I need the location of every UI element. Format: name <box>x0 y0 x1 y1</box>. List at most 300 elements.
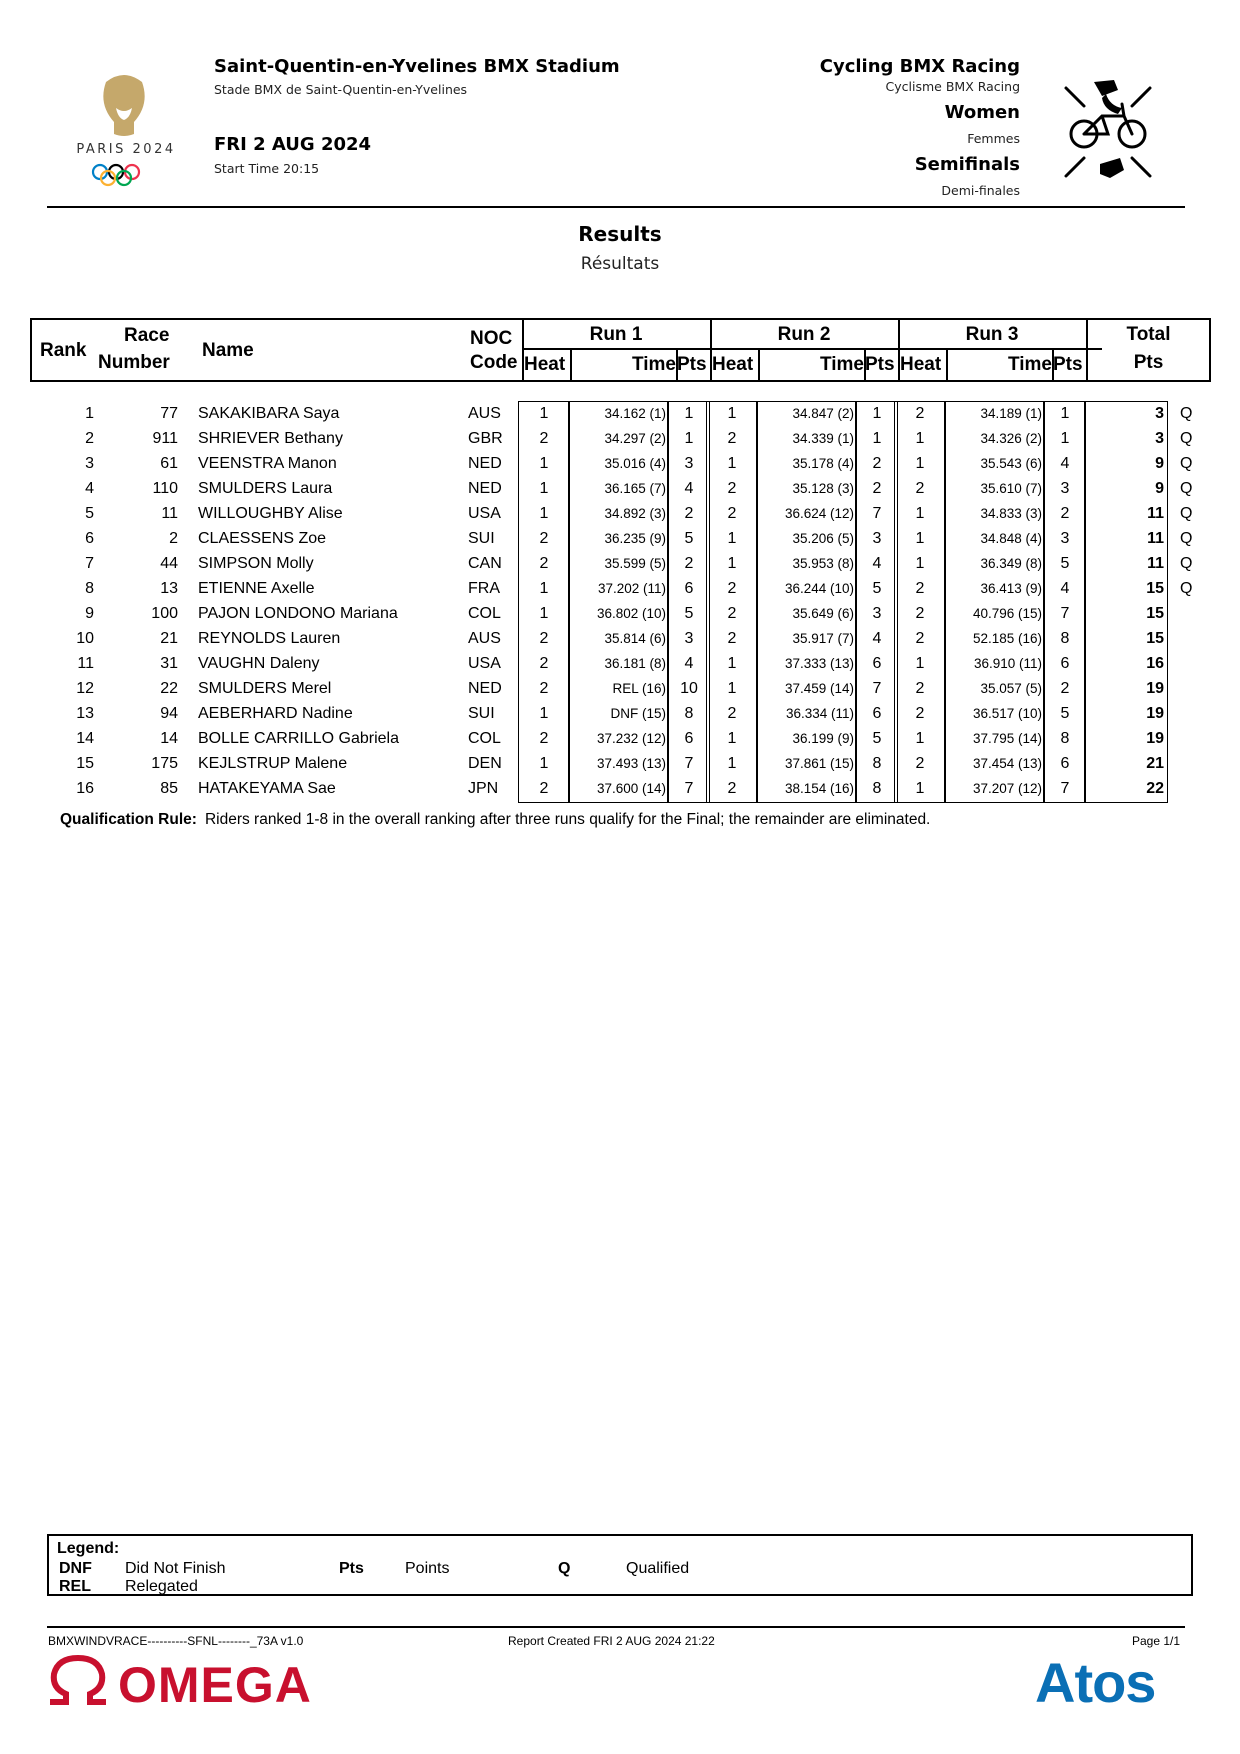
cell-p1: 2 <box>684 505 694 522</box>
cell-h2: 1 <box>727 755 737 772</box>
cell-h1: 1 <box>539 605 549 622</box>
cell-h3: 1 <box>915 505 925 522</box>
cell-p1: 2 <box>684 555 694 572</box>
cell-h2: 2 <box>727 605 737 622</box>
cell-h2: 2 <box>727 480 737 497</box>
cell-noc: CAN <box>468 555 502 572</box>
cell-noc: COL <box>468 605 501 622</box>
cell-p3: 8 <box>1060 630 1070 647</box>
divider <box>522 348 1102 350</box>
cell-name: SMULDERS Merel <box>198 680 332 697</box>
cell-h3: 2 <box>915 705 925 722</box>
cell-noc: JPN <box>468 780 499 797</box>
cell-total: 15 <box>1146 605 1164 622</box>
cell-t3: 40.796 (15) <box>972 606 1042 621</box>
cell-h2: 1 <box>727 680 737 697</box>
col-run3-pts: Pts <box>1053 354 1083 375</box>
cell-rank: 16 <box>76 780 94 797</box>
cell-name: BOLLE CARRILLO Gabriela <box>198 730 399 747</box>
cell-total: 15 <box>1146 630 1164 647</box>
sport-name: Cycling BMX Racing <box>819 56 1020 77</box>
cell-t2: 37.333 (13) <box>784 656 854 671</box>
cell-h3: 1 <box>915 530 925 547</box>
cell-num: 77 <box>160 405 178 422</box>
venue-name-fr: Stade BMX de Saint-Quentin-en-Yvelines <box>214 82 468 97</box>
col-noc: NOC <box>470 328 513 349</box>
cell-q <box>1180 651 1200 676</box>
cell-t2: 35.953 (8) <box>792 556 854 571</box>
cell-h1: 2 <box>539 630 549 647</box>
table-row <box>0 601 1240 626</box>
cell-t3: 36.910 (11) <box>973 656 1042 671</box>
gender: Women <box>944 102 1020 123</box>
cell-h3: 2 <box>915 405 925 422</box>
document-code: BMXWINDVRACE----------SFNL--------_73A v1.0 <box>48 1634 304 1648</box>
cell-t1: 36.802 (10) <box>596 606 666 621</box>
cell-h1: 2 <box>539 780 549 797</box>
cell-p1: 3 <box>684 455 694 472</box>
col-run2-pts: Pts <box>865 354 895 375</box>
cell-h2: 1 <box>727 405 737 422</box>
cell-p1: 5 <box>684 530 694 547</box>
cell-num: 13 <box>160 580 178 597</box>
table-row <box>0 726 1240 751</box>
bmx-racing-pictogram-icon <box>1062 78 1154 186</box>
paris-2024-logo <box>70 72 178 190</box>
cell-num: 911 <box>152 430 178 447</box>
cell-h2: 2 <box>727 705 737 722</box>
cell-num: 100 <box>151 605 178 622</box>
table-row <box>0 626 1240 651</box>
table-row <box>0 401 1240 426</box>
cell-p3: 4 <box>1060 455 1070 472</box>
cell-h2: 2 <box>727 630 737 647</box>
cell-num: 2 <box>169 530 178 547</box>
cell-t2: 34.847 (2) <box>792 406 854 421</box>
cell-rank: 14 <box>76 730 94 747</box>
col-name: Name <box>202 340 254 361</box>
cell-h3: 2 <box>915 680 925 697</box>
cell-total: 21 <box>1146 755 1164 772</box>
cell-t1: 34.162 (1) <box>604 406 666 421</box>
cell-p1: 7 <box>684 755 694 772</box>
cell-h1: 2 <box>539 655 549 672</box>
cell-t2: 35.178 (4) <box>792 456 854 471</box>
cell-num: 14 <box>160 730 178 747</box>
cell-h2: 1 <box>727 555 737 572</box>
qualification-rule <box>60 811 930 829</box>
cell-p3: 3 <box>1060 530 1070 547</box>
cell-name: PAJON LONDONO Mariana <box>198 605 398 622</box>
cell-q: Q <box>1180 580 1193 597</box>
cell-h1: 1 <box>539 505 549 522</box>
cell-q <box>1180 701 1200 726</box>
cell-total: 11 <box>1147 505 1164 522</box>
col-run3-time: Time <box>1007 354 1052 375</box>
cell-t2: 35.917 (7) <box>792 631 854 646</box>
omega-symbol-icon <box>46 1654 110 1711</box>
cell-num: 61 <box>160 455 178 472</box>
cell-p2: 2 <box>872 455 882 472</box>
cell-t2: 35.206 (5) <box>792 531 854 546</box>
cell-total: 16 <box>1146 655 1164 672</box>
cell-t3: 34.189 (1) <box>980 406 1042 421</box>
cell-p1: 4 <box>684 655 694 672</box>
title-en: Results <box>578 222 662 246</box>
legend-q-text: Qualified <box>626 1560 690 1577</box>
cell-q <box>1180 751 1200 776</box>
cell-p1: 6 <box>684 580 694 597</box>
cell-h1: 2 <box>539 555 549 572</box>
cell-noc: NED <box>468 480 502 497</box>
cell-p2: 5 <box>872 730 882 747</box>
cell-noc: NED <box>468 680 502 697</box>
start-time: Start Time 20:15 <box>214 161 320 176</box>
cell-h1: 1 <box>539 405 549 422</box>
col-total: Total <box>1126 324 1171 345</box>
cell-h1: 1 <box>539 580 549 597</box>
cell-total: 15 <box>1146 580 1164 597</box>
col-run2: Run 2 <box>777 324 831 345</box>
cell-t1: 36.235 (9) <box>604 531 666 546</box>
col-run2-heat: Heat <box>712 354 754 375</box>
cell-p3: 3 <box>1060 480 1070 497</box>
cell-t3: 52.185 (16) <box>972 631 1042 646</box>
cell-t1: 37.493 (13) <box>596 756 666 771</box>
col-run2-time: Time <box>819 354 864 375</box>
cell-p3: 5 <box>1060 705 1070 722</box>
table-row <box>0 526 1240 551</box>
cell-p3: 4 <box>1060 580 1070 597</box>
cell-h2: 2 <box>727 505 737 522</box>
cell-t1: 34.297 (2) <box>604 431 666 446</box>
cell-p1: 7 <box>684 780 694 797</box>
cell-noc: NED <box>468 455 502 472</box>
cell-p3: 1 <box>1060 405 1070 422</box>
cell-t2: 35.128 (3) <box>792 481 854 496</box>
table-row <box>0 426 1240 451</box>
cell-t3: 34.326 (2) <box>980 431 1042 446</box>
cell-p3: 7 <box>1060 605 1070 622</box>
cell-t3: 37.207 (12) <box>972 781 1042 796</box>
cell-p3: 8 <box>1060 730 1070 747</box>
cell-h1: 1 <box>539 455 549 472</box>
results-table-header <box>30 318 1211 382</box>
cell-name: VAUGHN Daleny <box>198 655 320 672</box>
paris-2024-wordmark: PARIS 2024 <box>76 142 176 157</box>
cell-p1: 8 <box>684 705 694 722</box>
cell-t2: 36.624 (12) <box>784 506 854 521</box>
col-total-pts: Pts <box>1133 352 1164 373</box>
cell-p2: 7 <box>872 680 882 697</box>
cell-h2: 1 <box>727 530 737 547</box>
cell-num: 22 <box>160 680 178 697</box>
cell-h3: 2 <box>915 755 925 772</box>
cell-h3: 2 <box>915 580 925 597</box>
table-row <box>0 551 1240 576</box>
cell-rank: 12 <box>76 680 94 697</box>
cell-q: Q <box>1180 430 1193 447</box>
cell-t2: 36.199 (9) <box>792 731 854 746</box>
cell-name: REYNOLDS Lauren <box>198 630 341 647</box>
cell-rank: 2 <box>85 430 94 447</box>
table-row <box>0 751 1240 776</box>
cell-p2: 2 <box>872 480 882 497</box>
cell-rank: 6 <box>85 530 94 547</box>
cell-total: 9 <box>1155 455 1164 472</box>
cell-name: VEENSTRA Manon <box>198 455 337 472</box>
cell-p3: 2 <box>1060 505 1070 522</box>
paris-flame-emblem <box>70 72 178 190</box>
cell-t2: 38.154 (16) <box>784 781 854 796</box>
cell-rank: 5 <box>85 505 94 522</box>
cell-h2: 1 <box>727 455 737 472</box>
cell-h1: 1 <box>539 755 549 772</box>
cell-p2: 5 <box>872 580 882 597</box>
cell-rank: 15 <box>76 755 94 772</box>
cell-noc: USA <box>468 505 501 522</box>
cell-h1: 2 <box>539 680 549 697</box>
col-rank: Rank <box>40 340 87 361</box>
cell-t1: REL (16) <box>612 681 666 696</box>
atos-logo: Atos <box>1035 1651 1156 1714</box>
event-date: FRI 2 AUG 2024 <box>214 134 372 155</box>
cell-q: Q <box>1180 455 1193 472</box>
qualification-rule-text: Riders ranked 1-8 in the overall ranking after three runs qualify for the Final; the remainder are eliminated. <box>204 811 931 828</box>
cell-p2: 4 <box>872 555 882 572</box>
cell-h3: 1 <box>915 655 925 672</box>
cell-p1: 5 <box>684 605 694 622</box>
cell-noc: AUS <box>468 630 501 647</box>
cell-h2: 2 <box>727 780 737 797</box>
legend-rel-code: REL <box>59 1578 91 1595</box>
cell-t2: 37.861 (15) <box>784 756 854 771</box>
cell-total: 22 <box>1146 780 1164 797</box>
cell-h3: 1 <box>915 430 925 447</box>
table-row <box>0 776 1240 801</box>
cell-t3: 35.610 (7) <box>980 481 1042 496</box>
report-created: Report Created FRI 2 AUG 2024 21:22 <box>508 1634 715 1648</box>
cell-q <box>1180 626 1200 651</box>
cell-noc: SUI <box>468 530 495 547</box>
cell-p1: 3 <box>684 630 694 647</box>
cell-num: 21 <box>160 630 178 647</box>
cell-num: 44 <box>160 555 178 572</box>
cell-p2: 8 <box>872 755 882 772</box>
cell-p3: 5 <box>1060 555 1070 572</box>
header-divider <box>47 206 1185 208</box>
cell-p2: 8 <box>872 780 882 797</box>
cell-t3: 36.349 (8) <box>980 556 1042 571</box>
cell-t1: 35.814 (6) <box>604 631 666 646</box>
col-number: Number <box>98 352 170 373</box>
cell-t3: 34.848 (4) <box>980 531 1042 546</box>
cell-num: 175 <box>151 755 178 772</box>
cell-t1: 37.202 (11) <box>597 581 666 596</box>
cell-p3: 2 <box>1060 680 1070 697</box>
cell-p3: 6 <box>1060 755 1070 772</box>
col-run1: Run 1 <box>589 324 643 345</box>
cell-total: 3 <box>1155 405 1164 422</box>
cell-p2: 1 <box>872 405 882 422</box>
cell-p1: 1 <box>684 405 694 422</box>
cell-p2: 4 <box>872 630 882 647</box>
cell-noc: USA <box>468 655 501 672</box>
table-row <box>0 676 1240 701</box>
cell-rank: 10 <box>76 630 94 647</box>
cell-q <box>1180 601 1200 626</box>
table-row <box>0 451 1240 476</box>
cell-num: 85 <box>160 780 178 797</box>
cell-total: 11 <box>1147 530 1164 547</box>
cell-t3: 37.795 (14) <box>972 731 1042 746</box>
phase-fr: Demi-finales <box>941 183 1020 198</box>
cell-t2: 36.334 (11) <box>785 706 854 721</box>
cell-p1: 6 <box>684 730 694 747</box>
gender-fr: Femmes <box>967 131 1020 146</box>
cell-noc: FRA <box>468 580 500 597</box>
cell-h1: 2 <box>539 730 549 747</box>
cell-noc: DEN <box>468 755 502 772</box>
cell-h3: 1 <box>915 555 925 572</box>
cell-t1: 37.600 (14) <box>596 781 666 796</box>
cell-h1: 2 <box>539 530 549 547</box>
qualification-rule-label: Qualification Rule: <box>60 811 197 828</box>
col-run1-heat: Heat <box>524 354 566 375</box>
cell-t2: 37.459 (14) <box>784 681 854 696</box>
cell-h3: 1 <box>915 455 925 472</box>
cell-h2: 1 <box>727 655 737 672</box>
cell-t1: 36.181 (8) <box>604 656 666 671</box>
cell-name: SIMPSON Molly <box>198 555 314 572</box>
cell-name: KEJLSTRUP Malene <box>198 755 348 772</box>
venue-name: Saint-Quentin-en-Yvelines BMX Stadium <box>214 56 620 77</box>
legend-dnf-code: DNF <box>59 1560 92 1577</box>
cell-rank: 9 <box>85 605 94 622</box>
table-row <box>0 501 1240 526</box>
cell-t2: 35.649 (6) <box>792 606 854 621</box>
cell-p3: 6 <box>1060 655 1070 672</box>
cell-rank: 1 <box>85 405 94 422</box>
cell-p2: 1 <box>872 430 882 447</box>
legend-pts-text: Points <box>405 1560 450 1577</box>
omega-wordmark: OMEGA <box>118 1657 312 1713</box>
cell-t1: 37.232 (12) <box>596 731 666 746</box>
cell-total: 11 <box>1147 555 1164 572</box>
cell-h3: 2 <box>915 630 925 647</box>
cell-h1: 1 <box>539 705 549 722</box>
cell-t3: 34.833 (3) <box>980 506 1042 521</box>
cell-t1: DNF (15) <box>610 706 666 721</box>
cell-p2: 6 <box>872 705 882 722</box>
col-run3: Run 3 <box>965 324 1019 345</box>
cell-t1: 34.892 (3) <box>604 506 666 521</box>
cell-t3: 35.057 (5) <box>980 681 1042 696</box>
legend-pts-code: Pts <box>339 1560 364 1577</box>
legend-title: Legend: <box>57 1540 120 1557</box>
cell-rank: 13 <box>76 705 94 722</box>
cell-q <box>1180 676 1200 701</box>
cell-p2: 3 <box>872 530 882 547</box>
cell-rank: 8 <box>85 580 94 597</box>
cell-rank: 11 <box>77 655 94 672</box>
cell-noc: COL <box>468 730 501 747</box>
cell-t3: 37.454 (13) <box>972 756 1042 771</box>
event-block <box>820 56 1020 200</box>
phase: Semifinals <box>914 154 1020 175</box>
cell-p2: 6 <box>872 655 882 672</box>
col-run1-pts: Pts <box>677 354 707 375</box>
col-code: Code <box>470 352 518 373</box>
col-race: Race <box>124 325 170 346</box>
cell-p3: 1 <box>1060 430 1070 447</box>
legend-q-code: Q <box>558 1560 571 1577</box>
cell-total: 19 <box>1146 705 1164 722</box>
col-run1-time: Time <box>631 354 676 375</box>
cell-name: CLAESSENS Zoe <box>198 530 327 547</box>
cell-t3: 36.413 (9) <box>980 581 1042 596</box>
cell-h3: 2 <box>915 605 925 622</box>
cell-q: Q <box>1180 405 1193 422</box>
title-fr: Résultats <box>580 254 660 274</box>
cell-h3: 1 <box>915 780 925 797</box>
cell-rank: 4 <box>85 480 94 497</box>
legend-rel-text: Relegated <box>125 1578 198 1595</box>
cell-h1: 2 <box>539 430 549 447</box>
cell-num: 110 <box>152 480 178 497</box>
cell-total: 9 <box>1155 480 1164 497</box>
cell-name: WILLOUGHBY Alise <box>198 505 343 522</box>
venue-block <box>214 56 620 176</box>
cell-h2: 1 <box>727 730 737 747</box>
cell-total: 19 <box>1146 730 1164 747</box>
cell-num: 11 <box>161 505 178 522</box>
cell-p1: 4 <box>684 480 694 497</box>
cell-name: AEBERHARD Nadine <box>198 705 353 722</box>
cell-name: SMULDERS Laura <box>198 480 333 497</box>
cell-t3: 36.517 (10) <box>972 706 1042 721</box>
cell-t1: 36.165 (7) <box>604 481 666 496</box>
cell-total: 19 <box>1146 680 1164 697</box>
cell-t3: 35.543 (6) <box>980 456 1042 471</box>
cell-q <box>1180 776 1200 801</box>
table-row <box>0 476 1240 501</box>
cell-h2: 2 <box>727 430 737 447</box>
cell-rank: 3 <box>85 455 94 472</box>
legend <box>47 1534 1193 1596</box>
table-row <box>0 651 1240 676</box>
cell-rank: 7 <box>85 555 94 572</box>
cell-p3: 7 <box>1060 780 1070 797</box>
cell-h2: 2 <box>727 580 737 597</box>
cell-noc: GBR <box>468 430 503 447</box>
cell-num: 94 <box>160 705 178 722</box>
cell-p2: 3 <box>872 605 882 622</box>
cell-name: SHRIEVER Bethany <box>198 430 343 447</box>
cell-q: Q <box>1180 555 1193 572</box>
col-run3-heat: Heat <box>900 354 942 375</box>
cell-t2: 36.244 (10) <box>784 581 854 596</box>
cell-q: Q <box>1180 505 1193 522</box>
legend-dnf-text: Did Not Finish <box>125 1560 226 1577</box>
cell-p1: 1 <box>684 430 694 447</box>
table-row <box>0 576 1240 601</box>
cell-name: SAKAKIBARA Saya <box>198 405 340 422</box>
cell-q: Q <box>1180 480 1193 497</box>
cell-num: 31 <box>160 655 178 672</box>
cell-p1: 10 <box>680 680 698 697</box>
report-title <box>0 222 1240 274</box>
